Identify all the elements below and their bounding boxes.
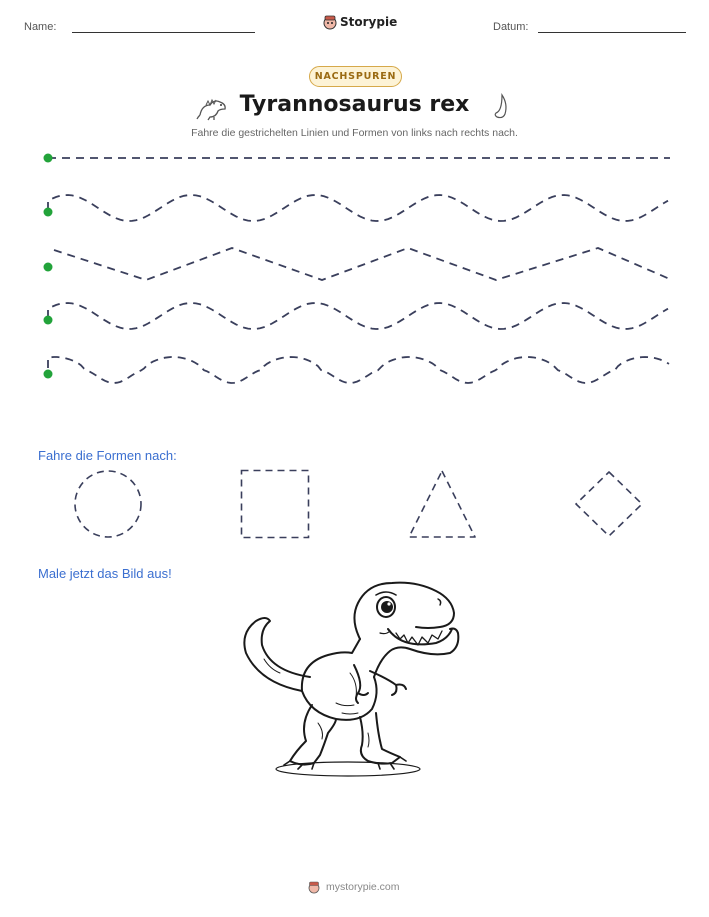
- trace-square[interactable]: [240, 469, 310, 539]
- footer-url: mystorypie.com: [326, 881, 400, 893]
- start-dot: [44, 370, 53, 379]
- t-rex-coloring-image[interactable]: [240, 573, 470, 783]
- footer: [0, 876, 709, 896]
- start-dot: [44, 208, 53, 217]
- trace-triangle[interactable]: [407, 469, 477, 539]
- start-dot: [44, 263, 53, 272]
- trace-circle[interactable]: [73, 469, 143, 539]
- storypie-mascot-icon: [322, 14, 338, 30]
- tracing-line-wave[interactable]: [48, 303, 668, 329]
- trace-diamond[interactable]: [574, 469, 644, 539]
- storypie-mascot-icon: [307, 880, 321, 894]
- shapes-heading: Fahre die Formen nach:: [38, 448, 177, 463]
- start-dot: [44, 154, 53, 163]
- tracing-line-wave[interactable]: [48, 195, 668, 221]
- name-label: Name:: [24, 21, 57, 33]
- date-line[interactable]: [538, 32, 686, 33]
- instructions: Fahre die gestrichelten Linien und Formen von links nach rechts nach.: [191, 127, 518, 139]
- date-label: Datum:: [493, 21, 529, 33]
- tooth-icon: [493, 94, 509, 120]
- start-dot: [44, 316, 53, 325]
- brand-logo: [322, 14, 398, 32]
- page-title: Tyrannosaurus rex: [239, 92, 470, 117]
- tracing-line-bumpy[interactable]: [48, 357, 669, 383]
- name-line[interactable]: [72, 32, 255, 33]
- brand-name: Storypie: [340, 15, 398, 29]
- tracing-line-zigzag[interactable]: [54, 248, 672, 280]
- tracing-lines[interactable]: [0, 140, 709, 400]
- activity-badge: NACHSPUREN: [309, 66, 402, 87]
- coloring-heading: Male jetzt das Bild aus!: [38, 566, 172, 581]
